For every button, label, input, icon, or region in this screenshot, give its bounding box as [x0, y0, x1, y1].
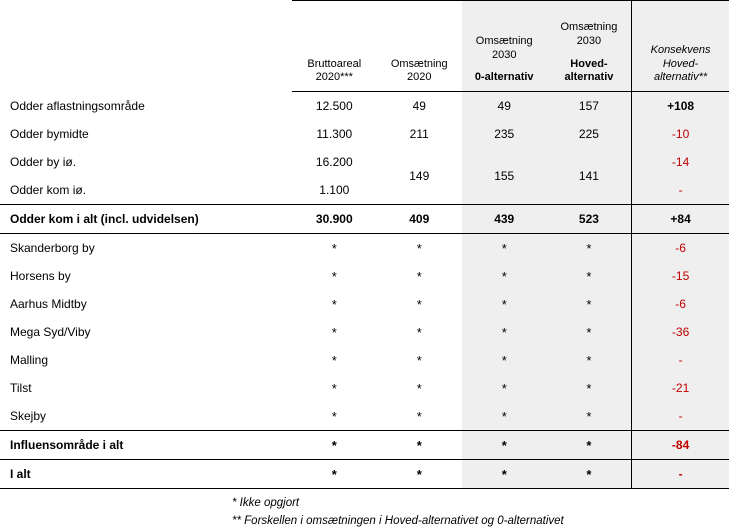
- row-cell-oms2030_0: 49: [462, 92, 547, 121]
- header-line: Hoved-: [662, 57, 699, 70]
- row-cell-konsekvens: -10: [632, 120, 729, 148]
- header-line: 2020: [407, 71, 432, 84]
- row-cell-konsekvens: +84: [632, 205, 729, 234]
- row-label: Odder by iø.: [10, 154, 77, 169]
- row-cell-oms2020: *: [377, 431, 462, 460]
- row-label: Aarhus Midtby: [10, 296, 87, 311]
- table-row: [0, 374, 729, 402]
- row-cell-oms2030_0: *: [462, 460, 547, 489]
- table-row: [0, 92, 729, 121]
- column-header-konsekvens: [632, 1, 729, 92]
- header-line: Omsætning: [475, 34, 533, 47]
- row-cell-bruttoareal: *: [331, 380, 337, 396]
- row-cell-oms2030_0: 155: [462, 148, 547, 205]
- row-cell-konsekvens: -: [632, 176, 729, 205]
- row-cell-bruttoareal: *: [331, 408, 337, 424]
- row-cell-oms2020: *: [416, 268, 422, 284]
- row-cell-bruttoareal: 11.300: [316, 126, 353, 141]
- row-label: I alt: [0, 460, 292, 489]
- table-row: [0, 234, 729, 263]
- row-cell-bruttoareal: 1.100: [319, 182, 350, 197]
- row-cell-konsekvens: -84: [632, 431, 729, 460]
- row-cell-bruttoareal: *: [331, 296, 337, 312]
- row-label: Odder kom i alt (incl. udvidelsen): [0, 205, 292, 234]
- row-label: Odder bymidte: [10, 126, 89, 141]
- table-header: [0, 1, 729, 92]
- table-row: [0, 148, 729, 176]
- row-cell-oms2030_0: *: [462, 346, 547, 374]
- row-cell-oms2020: 49: [412, 98, 426, 113]
- row-cell-bruttoareal: 12.500: [315, 98, 353, 113]
- row-cell-bruttoareal: *: [292, 431, 377, 460]
- row-cell-oms2030_0: *: [462, 290, 547, 318]
- row-label: Odder aflastningsområde: [10, 98, 145, 113]
- column-header-omsaetning-2020: [377, 1, 462, 92]
- footnote-item: * Ikke opgjort: [232, 497, 300, 509]
- row-cell-konsekvens: -14: [632, 148, 729, 176]
- header-spacer: [472, 62, 537, 71]
- row-cell-oms2030_hoved: *: [547, 431, 632, 460]
- row-cell-oms2030_0: 235: [462, 120, 547, 148]
- row-cell-bruttoareal: *: [331, 268, 337, 284]
- row-label: Influensområde i alt: [0, 431, 292, 460]
- row-cell-oms2030_hoved: *: [547, 318, 632, 346]
- row-cell-oms2020: *: [416, 324, 422, 340]
- row-cell-konsekvens: -: [632, 402, 729, 431]
- row-label: Tilst: [10, 380, 32, 395]
- row-cell-bruttoareal: *: [292, 460, 377, 489]
- row-cell-oms2020: *: [416, 240, 422, 256]
- header-line: alternativ**: [653, 71, 708, 84]
- row-cell-oms2030_hoved: *: [547, 346, 632, 374]
- row-cell-oms2030_hoved: *: [547, 460, 632, 489]
- row-cell-konsekvens: +108: [632, 92, 729, 121]
- row-cell-oms2030_hoved: 157: [547, 92, 632, 121]
- row-cell-oms2020: *: [377, 460, 462, 489]
- header-line: Bruttoareal: [307, 57, 362, 70]
- header-line: 2020***: [315, 71, 353, 84]
- footnotes: [0, 495, 729, 531]
- row-cell-konsekvens: -: [632, 346, 729, 374]
- row-cell-oms2030_0: *: [462, 431, 547, 460]
- table-row: [0, 205, 729, 234]
- row-cell-oms2030_0: 439: [462, 205, 547, 234]
- row-label: Horsens by: [10, 268, 71, 283]
- header-line: Omsætning: [390, 57, 448, 70]
- row-cell-oms2030_hoved: *: [547, 234, 632, 263]
- header-line: 2030: [576, 34, 602, 47]
- row-cell-konsekvens: -6: [632, 290, 729, 318]
- row-label: Mega Syd/Viby: [10, 324, 91, 339]
- row-label: Malling: [10, 352, 49, 367]
- row-label: Odder kom iø.: [10, 182, 87, 197]
- row-cell-konsekvens: -6: [632, 234, 729, 263]
- row-cell-oms2030_0: *: [462, 262, 547, 290]
- row-cell-oms2020: *: [416, 408, 422, 424]
- row-cell-oms2030_hoved: 141: [547, 148, 632, 205]
- table-row: [0, 120, 729, 148]
- row-cell-oms2030_hoved: *: [547, 374, 632, 402]
- header-line-bold: Hoved-alternativ: [564, 57, 614, 84]
- row-cell-konsekvens: -36: [632, 318, 729, 346]
- row-cell-oms2030_hoved: 523: [547, 205, 632, 234]
- column-header-label: [0, 1, 292, 92]
- table-row: [0, 402, 729, 431]
- row-cell-oms2030_hoved: *: [547, 262, 632, 290]
- row-cell-oms2020: *: [416, 296, 422, 312]
- row-cell-oms2020: 211: [409, 126, 429, 141]
- row-cell-oms2030_hoved: *: [547, 290, 632, 318]
- table-row: [0, 318, 729, 346]
- row-cell-oms2030_hoved: 225: [547, 120, 632, 148]
- row-cell-oms2030_0: *: [462, 318, 547, 346]
- row-cell-bruttoareal: 16.200: [315, 154, 353, 169]
- footnote-item: ** Forskellen i omsætningen i Hoved-alternativet og 0-alternativet: [232, 514, 564, 527]
- header-line: 2030: [491, 48, 517, 61]
- header-line: Konsekvens: [650, 43, 711, 56]
- column-header-bruttoareal: [292, 1, 377, 92]
- row-cell-konsekvens: -: [632, 460, 729, 489]
- row-cell-oms2030_0: *: [462, 234, 547, 263]
- table-row: [0, 290, 729, 318]
- row-cell-oms2020: 409: [377, 205, 462, 234]
- row-cell-konsekvens: -15: [632, 262, 729, 290]
- table-row: [0, 431, 729, 460]
- row-cell-bruttoareal: *: [331, 240, 337, 256]
- row-cell-oms2020: *: [416, 352, 422, 368]
- row-cell-bruttoareal: *: [331, 324, 337, 340]
- row-cell-oms2030_0: *: [462, 374, 547, 402]
- table-body: [0, 92, 729, 489]
- column-header-omsaetning-2030-hovedalternativ: [547, 1, 632, 92]
- row-cell-oms2020: *: [416, 380, 422, 396]
- row-cell-bruttoareal: 30.900: [292, 205, 377, 234]
- column-header-omsaetning-2030-0alternativ: [462, 1, 547, 92]
- header-spacer: [557, 49, 621, 58]
- row-label: Skejby: [10, 408, 47, 423]
- table-row: [0, 262, 729, 290]
- header-line: Omsætning: [560, 21, 618, 33]
- row-cell-oms2030_hoved: *: [547, 402, 632, 431]
- row-cell-oms2020: 149: [409, 168, 430, 183]
- table-row: [0, 346, 729, 374]
- row-cell-oms2030_0: *: [462, 402, 547, 431]
- header-line-bold: 0-alternativ: [474, 71, 534, 84]
- row-cell-bruttoareal: *: [331, 352, 337, 368]
- row-cell-konsekvens: -21: [632, 374, 729, 402]
- table-row: [0, 460, 729, 489]
- row-label: Skanderborg by: [10, 240, 95, 255]
